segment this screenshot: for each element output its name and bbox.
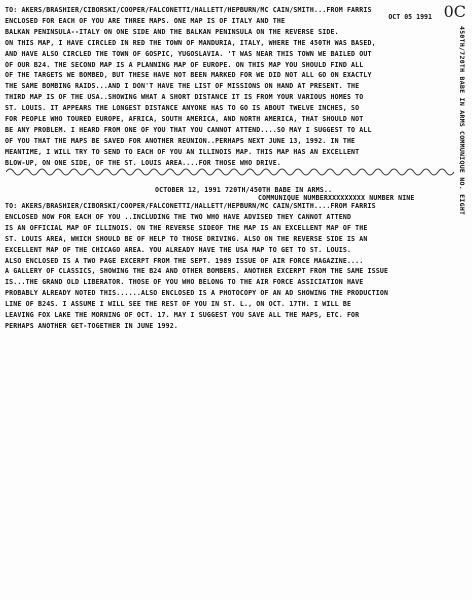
- section2-line: LEAVING FOX LAKE THE MORNING OF OCT. 17. MAY I SUGGEST YOU SAVE ALL THE MAPS, ETC. FOR: [5, 311, 360, 319]
- section1-line: BLOW-UP, ON ONE SIDE, OF THE ST. LOUIS AREA....FOR THOSE WHO DRIVE.: [5, 158, 282, 167]
- section2-line: IS...THE GRAND OLD LIBERATOR. THOSE OF YOU WHO BELONG TO THE AIR FORCE ASSICIATION HAVE: [5, 278, 364, 287]
- section1-line: TO: AKERS/BRASHIER/CIBORSKI/COOPER/FALCONETTI/HALLETT/HEPBURN/MC CAIN/SMITH...FROM FARRIS: [5, 6, 372, 14]
- section2-line: LINE OF B24S. I ASSUME I WILL SEE THE REST OF YOU IN ST. L., ON OCT. 17TH. I WILL BE: [5, 300, 352, 309]
- section2-line: ENCLOSED NOW FOR EACH OF YOU ..INCLUDING THE TWO WHO HAVE ADVISED THEY CANNOT ATTEND: [5, 212, 352, 221]
- section1-line: BALKAN PENINSULA--ITALY ON ONE SIDE AND THE BALKAN PENINSULA ON THE REVERSE SIDE.: [5, 27, 339, 36]
- margin-title: 450TH/720TH BABE IN ARMS: [458, 26, 466, 128]
- margin-header: [458, 26, 470, 215]
- tear-line: [6, 166, 461, 178]
- section2-line: EXCELLENT MAP OF THE CHICAGO AREA. YOU ALREADY HAVE THE USA MAP TO GET TO ST. LOUIS.: [5, 245, 352, 254]
- section2-communique: COMMUNIQUE NUMBERXXXXXXXXX NUMBER NINE: [258, 194, 415, 202]
- section1-line: ST. LOUIS. IT APPEARS THE LONGEST DISTANCE ANYONE HAS TO GO IS ABOUT TWELVE INCHES, SO: [5, 104, 360, 113]
- section2-line: PROBABLY ALREADY NOTED THIS......ALSO ENCLOSED IS A PHOTOCOPY OF AN AD SHOWING THE PRODUCTION: [5, 289, 389, 298]
- section2-line: IS AN OFFICIAL MAP OF ILLINOIS. ON THE REVERSE SIDEOF THE MAP IS AN EXCELLENT MAP OF THE: [5, 223, 368, 232]
- section1-line: FOR PEOPLE WHO TOURED EUROPE, AFRICA, SOUTH AMERICA, AND NORTH AMERICA, THAT SHOULD NOT: [5, 115, 364, 123]
- section1-line: ENCLOSED FOR EACH OF YOU ARE THREE MAPS. ONE MAP IS OF ITALY AND THE: [5, 16, 286, 25]
- section2-line: PERHAPS ANOTHER GET-TOGETHER IN JUNE 1992.: [5, 321, 179, 330]
- section1-line: BE ANY PROBLEM. I HEARD FROM ONE OF YOU THAT YOU CANNOT ATTEND....SO MAY I SUGGEST TO ALL: [5, 125, 372, 134]
- section1-line: THE SAME BOMBING RAIDS...AND I DON'T HAVE THE LIST OF MISSIONS ON HAND AT PRESENT. THE: [5, 82, 360, 91]
- section2-line: ST. LOUIS AREA, WHICH SHOULD BE OF HELP TO THOSE DRIVING. ALSO ON THE REVERSE SIDE IS AN: [5, 234, 368, 243]
- section1-line: ON THIS MAP, I HAVE CIRCLED IN RED THE TOWN OF MANDURIA, ITALY, WHERE THE 450TH WAS BASED,: [5, 38, 376, 47]
- section1-line: OF YOU THAT THE MAPS BE SAVED FOR ANOTHER REUNION..PERHAPS NEXT JUNE 13, 1992. IN THE: [5, 136, 356, 145]
- handwritten-mark: 0C: [443, 2, 466, 21]
- section2-header: OCTOBER 12, 1991 720TH/450TH BABE IN ARMS..: [155, 186, 333, 194]
- section1-date: OCT 05 1991: [388, 13, 432, 21]
- section1-line: OF OUR B24. THE SECOND MAP IS A PLANNING MAP OF EUROPE. ON THIS MAP YOU SHOULD FIND ALL: [5, 60, 364, 69]
- section1-line: AND HAVE ALSO CIRCLED THE TOWN OF GOSPIC, YUGOSLAVIA. 'T WAS NEAR THIS TOWN WE BAILED OUT: [5, 49, 372, 58]
- section2-line: TO: AKERS/BRASHIER/CIBORSKI/COOPER/FALCONETTI/HALLETT/HEPBURN/MC CAIN/SMITH....FROM FARRIS: [5, 202, 376, 210]
- section1-line: OF THE TARGETS WE BOMBED, BUT THESE HAVE NOT BEEN MARKED FOR WE DID NOT ALL GO ON EXACTLY: [5, 71, 372, 80]
- section1-line: THIRD MAP IS OF THE USA..SHOWING WHAT A SHORT DISTANCE IT IS FROM YOUR VARIOUS HOMES TO: [5, 93, 364, 102]
- margin-communique: COMMUNIQUE NO. EIGHT: [458, 131, 466, 216]
- section2-line: ALSO ENCLOSED IS A TWO PAGE EXCERPT FROM THE SEPT. 1989 ISSUE OF AIR FORCE MAGAZINE....: [5, 256, 364, 265]
- section2-line: A GALLERY OF CLASSICS, SHOWING THE B24 AND OTHER BOMBERS. ANOTHER EXCERPT FROM THE SAME ISSUE: [5, 267, 389, 276]
- section1-line: MEANTIME, I WILL TRY TO SEND TO EACH OF YOU AN ILLINOIS MAP. THIS MAP HAS AN EXCELLENT: [5, 147, 360, 156]
